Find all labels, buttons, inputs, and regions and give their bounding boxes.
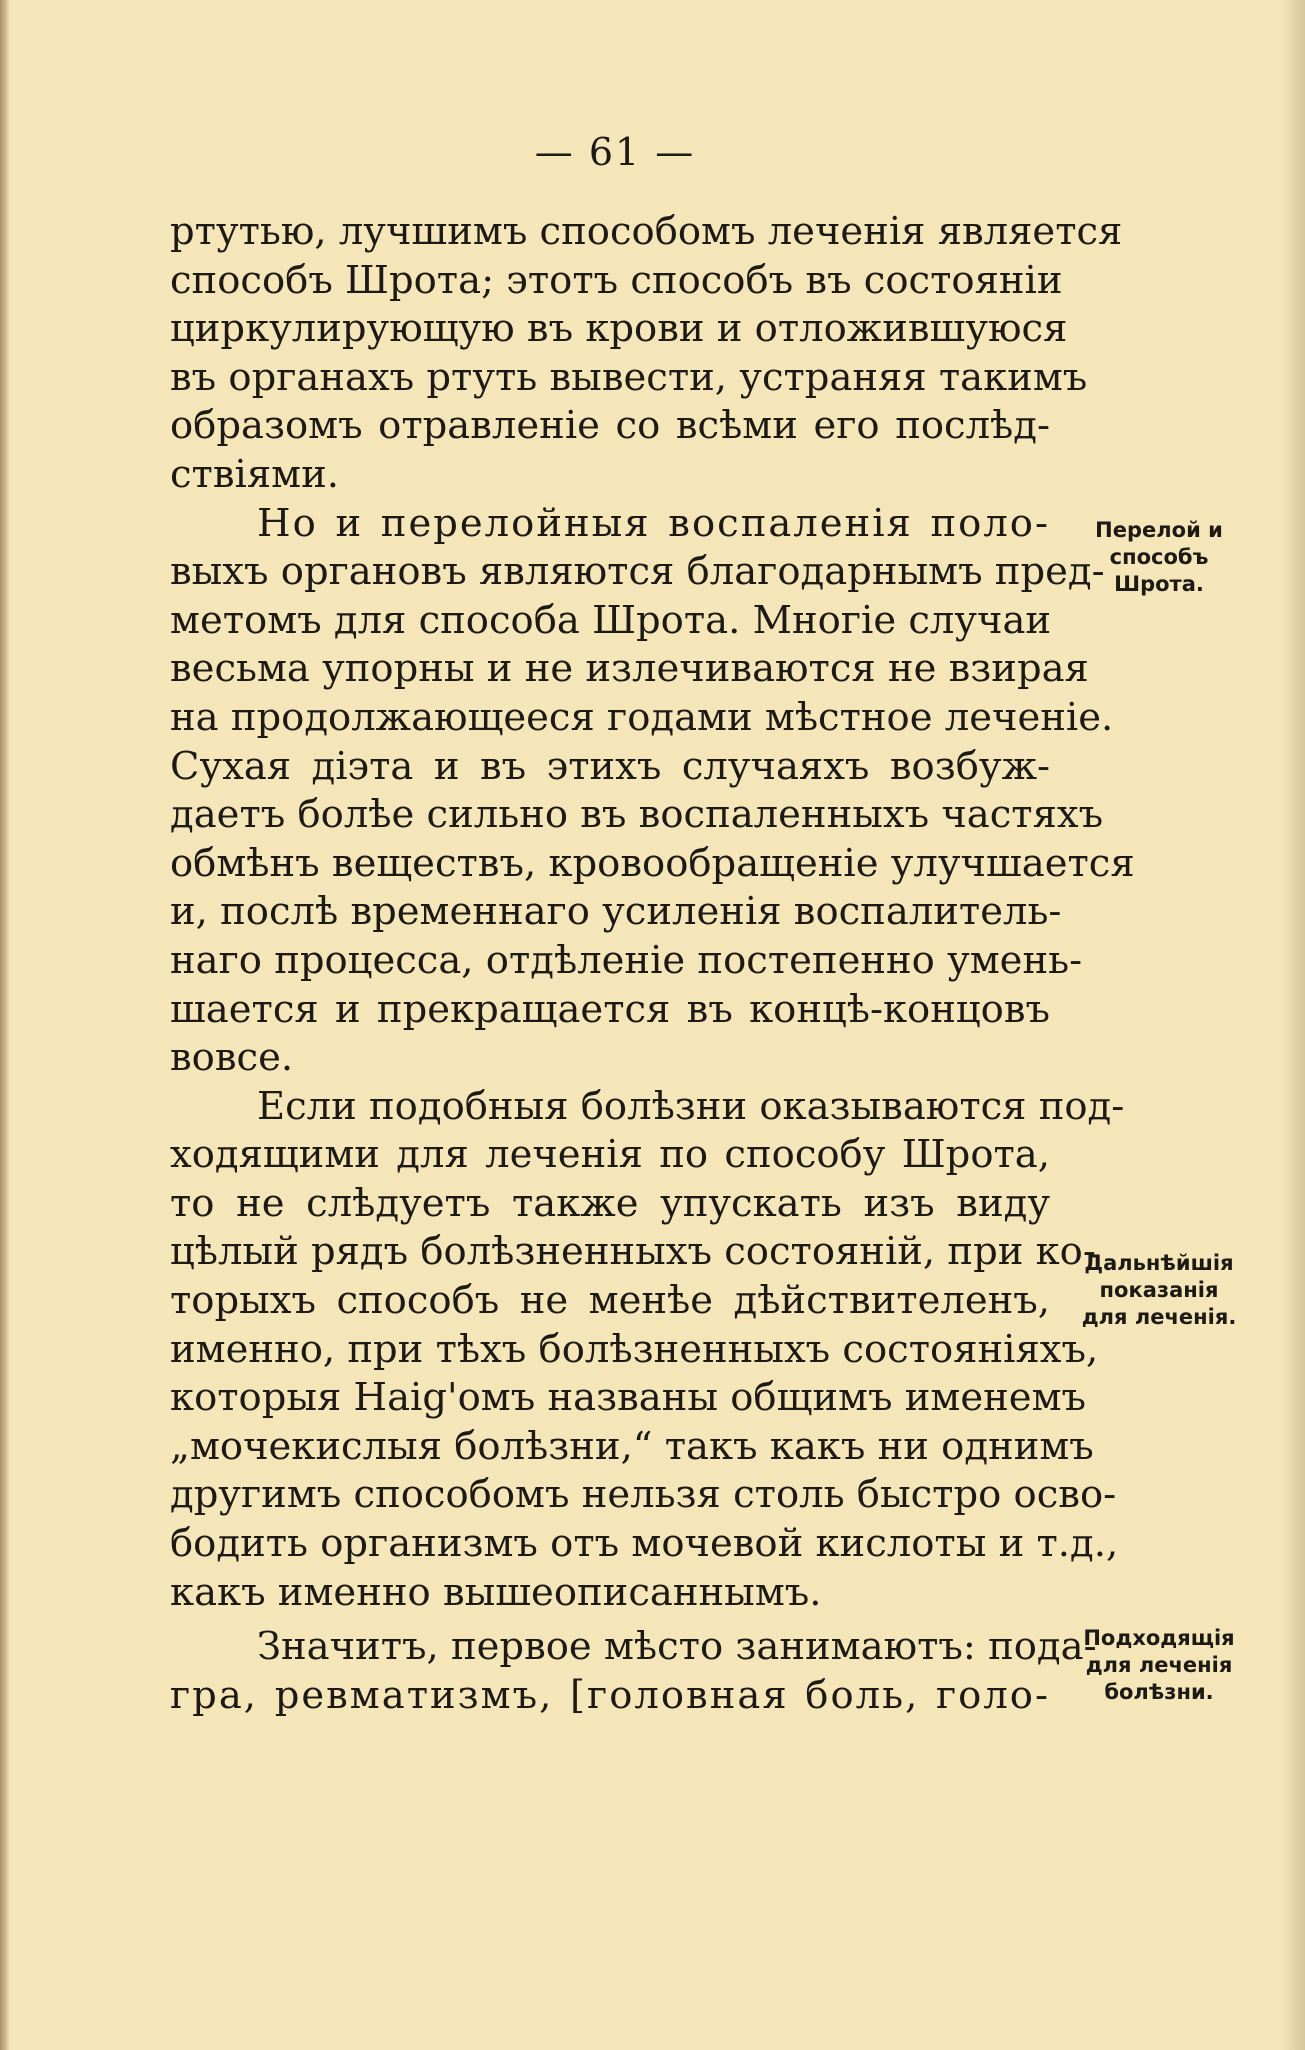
text-line: Сухая діэта и въ этихъ случаяхъ возбуж- <box>170 743 1050 789</box>
text-line: выхъ органовъ являются благодарнымъ пред- <box>170 549 1105 595</box>
margin-note-line: Шрота. <box>1114 572 1204 596</box>
margin-note-line: Дальнѣйшія <box>1084 1251 1234 1275</box>
text-line: гра, ревматизмъ, [головная боль, голо- <box>170 1672 1050 1718</box>
text-line: циркулирующую въ крови и отложившуюся <box>170 306 1068 352</box>
text-line: въ органахъ ртуть вывести, устраняя такимъ <box>170 354 1088 400</box>
margin-note-line: болѣзни. <box>1104 1680 1214 1704</box>
text-line: способъ Шрота; этотъ способъ въ состояніи <box>170 257 1063 303</box>
text-line: торыхъ способъ не менѣе дѣйствителенъ, <box>170 1278 1050 1324</box>
paragraph-start-line: Значитъ, первое мѣсто занимаютъ: пода- <box>257 1624 1097 1670</box>
text-line: именно, при тѣхъ болѣзненныхъ состояніяхъ, <box>170 1326 1099 1372</box>
text-line: какъ именно вышеописаннымъ. <box>170 1569 822 1615</box>
text-line: вовсе. <box>170 1035 294 1081</box>
body-text <box>170 208 1135 1720</box>
margin-note <box>1063 1250 1255 1331</box>
margin-note-line: Перелой и <box>1095 518 1223 542</box>
text-line: даетъ болѣе сильно въ воспаленныхъ частяхъ <box>170 792 1104 838</box>
text-line: и, послѣ временнаго усиленія воспалитель- <box>170 889 1062 935</box>
text-line: обмѣнъ веществъ, кровообращеніе улучшается <box>170 840 1135 886</box>
margin-note <box>1063 517 1255 598</box>
text-line: бодить организмъ отъ мочевой кислоты и т.д., <box>170 1521 1119 1567</box>
margin-note-line: Подходящія <box>1083 1626 1235 1650</box>
margin-note <box>1063 1625 1255 1706</box>
text-line: другимъ способомъ нельзя столь быстро осво- <box>170 1472 1117 1518</box>
text-line: „мочекислыя болѣзни,“ такъ какъ ни однимъ <box>170 1423 1094 1469</box>
text-line: ртутью, лучшимъ способомъ леченія является <box>170 209 1123 254</box>
text-line: ствіями. <box>170 451 339 497</box>
text-line: метомъ для способа Шрота. Многіе случаи <box>170 597 1052 643</box>
text-line: шается и прекращается въ концѣ-концовъ <box>170 986 1050 1032</box>
page-left-edge <box>0 0 10 2050</box>
paragraph-start-line: Если подобныя болѣзни оказываются под- <box>257 1083 1125 1129</box>
margin-note-line: способъ <box>1109 545 1209 569</box>
text-line: которыя Haig'омъ названы общимъ именемъ <box>170 1375 1087 1421</box>
text-line: то не слѣдуетъ также упускать изъ виду <box>170 1180 1050 1226</box>
text-line: весьма упорны и не излечиваются не взирая <box>170 646 1089 692</box>
page-number: — 61 — <box>534 130 696 174</box>
margin-note-line: для леченія. <box>1081 1305 1237 1329</box>
text-line: наго процесса, отдѣленіе постепенно умень- <box>170 937 1083 983</box>
text-line: образомъ отравленіе со всѣми его послѣд- <box>170 403 1050 449</box>
paragraph-start-line: Но и перелойныя воспаленія поло- <box>257 500 1050 546</box>
text-line: цѣлый рядъ болѣзненныхъ состояній, при ко- <box>170 1229 1096 1275</box>
margin-note-line: для леченія <box>1085 1653 1233 1677</box>
margin-note-line: показанія <box>1099 1278 1219 1302</box>
page-fold-shadow <box>1281 0 1305 2050</box>
text-line: на продолжающееся годами мѣстное леченіе. <box>170 694 1114 740</box>
text-line: ходящими для леченія по способу Шрота, <box>170 1132 1050 1178</box>
